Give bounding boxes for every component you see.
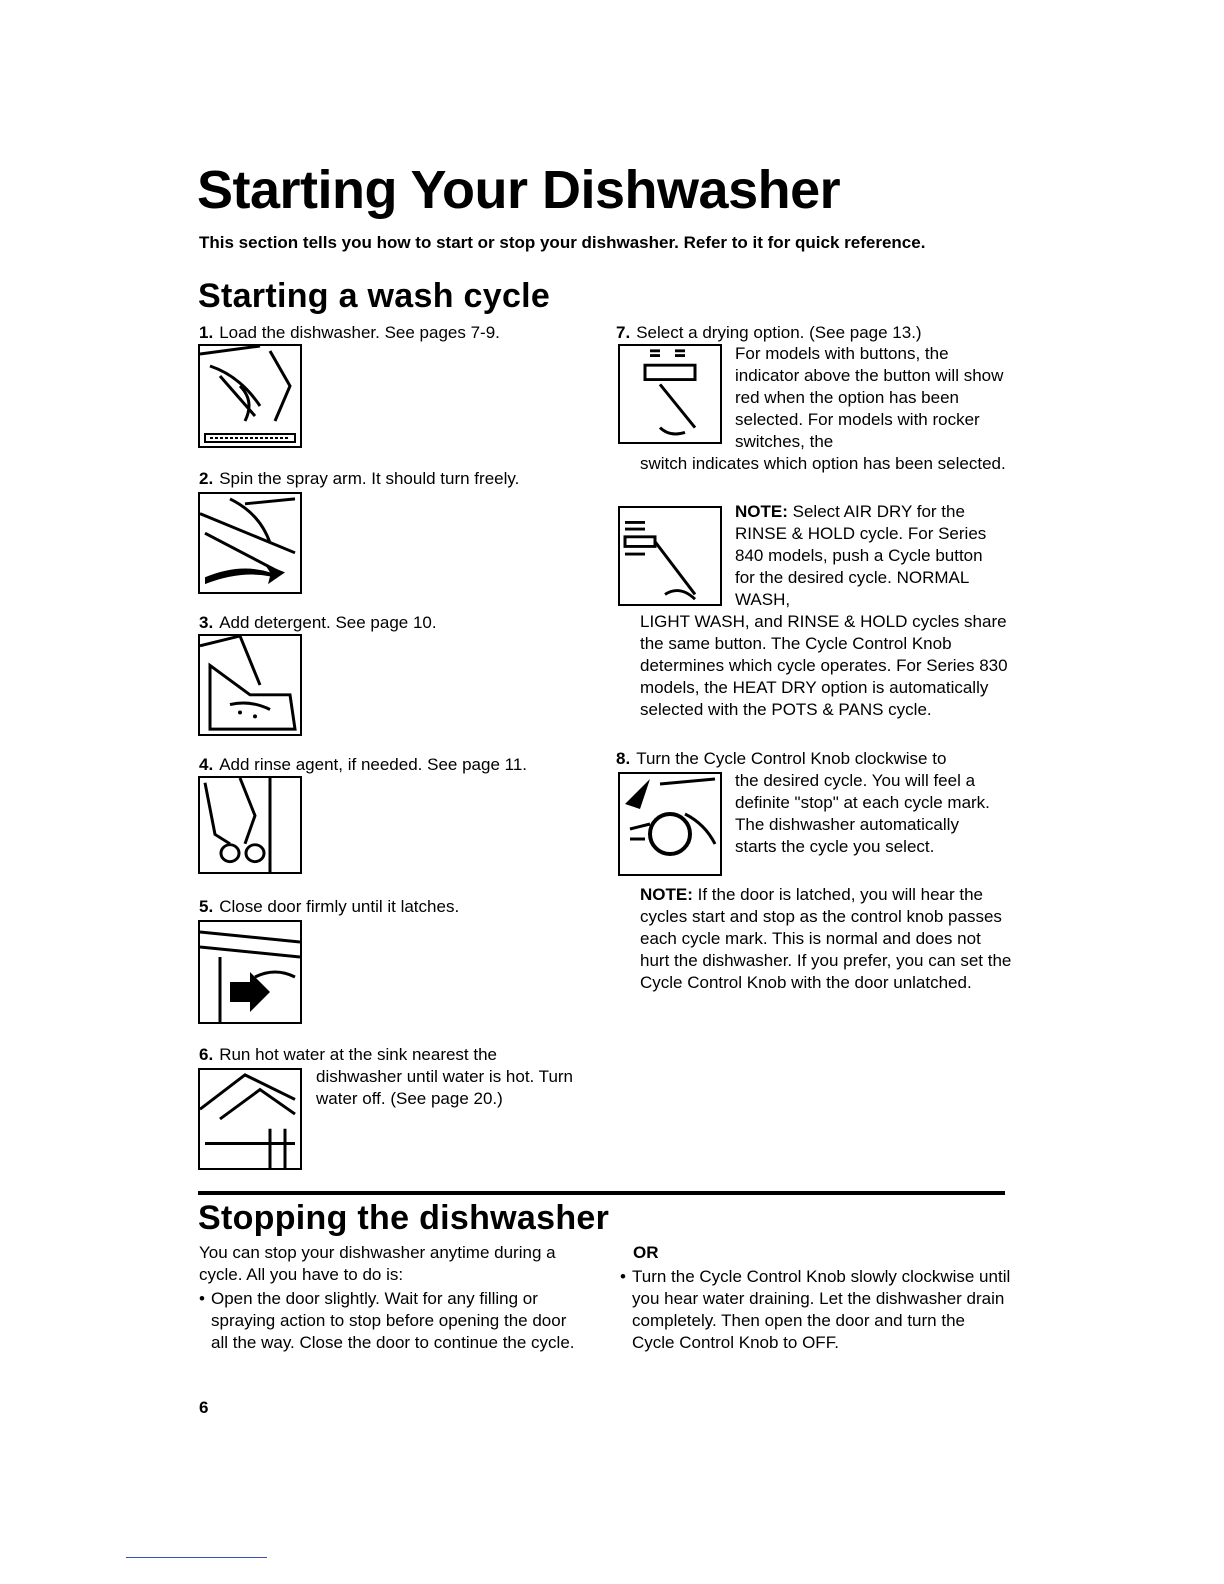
close-door-illustration: [198, 920, 302, 1024]
note-text: Select AIR DRY for the RINSE & HOLD cycle. For Series 840 models, push a Cycle button for the desired cycle. NORMAL WASH,: [735, 502, 987, 609]
step-2: [199, 468, 579, 490]
step-number: 2.: [199, 469, 214, 488]
bullet-text: Open the door slightly. Wait for any filling or spraying action to stop before opening the door all the way. Close the door to continue the cycle.: [211, 1289, 575, 1352]
cycle-knob-illustration: [618, 772, 722, 876]
step-number: 8.: [616, 749, 631, 768]
step-6-continued: dishwasher until water is hot. Turn water off. (See page 20.): [316, 1067, 574, 1108]
step-text: Spin the spray arm. It should turn freely.: [219, 469, 520, 488]
step-text: Run hot water at the sink nearest the: [219, 1045, 498, 1064]
load-dishwasher-illustration: [198, 344, 302, 448]
bullet-icon: •: [199, 1289, 205, 1308]
bullet-text: Turn the Cycle Control Knob slowly clockwise until you hear water draining. Let the dishwasher drain completely. Then open the door and turn the Cycle Control Knob to OFF.: [632, 1267, 1011, 1352]
note-1-side: [735, 501, 1005, 611]
drying-option-illustration: [618, 344, 722, 444]
air-dry-illustration: [618, 506, 722, 606]
step-number: 1.: [199, 323, 214, 342]
stopping-intro: You can stop your dishwasher anytime during a cycle. All you have to do is:: [199, 1243, 556, 1284]
step-7-side-text: For models with buttons, the indicator above the button will show red when the option has been selected. For models with rocker switches, the: [735, 344, 1004, 451]
note-text: If the door is latched, you will hear the cycles start and stop as the control knob passes each cycle mark. This is normal and does not hurt the dishwasher. If you prefer, you can set the Cycle Control Knob with the door unlatched.: [640, 885, 1012, 992]
footer-line: [126, 1557, 267, 1558]
stopping-bullet-2: [620, 1266, 1012, 1354]
step-8: [616, 748, 1016, 770]
step-number: 7.: [616, 323, 631, 342]
step-8-side-text: the desired cycle. You will feel a definite "stop" at each cycle mark. The dishwasher automatically starts the cycle you select.: [735, 771, 990, 856]
detergent-illustration: [198, 634, 302, 736]
step-7-continued: switch indicates which option has been selected.: [640, 454, 1006, 473]
page-number: 6: [199, 1398, 209, 1417]
step-number: 5.: [199, 897, 214, 916]
step-3: [199, 612, 579, 634]
hot-water-illustration: [198, 1068, 302, 1170]
or-label: OR: [633, 1243, 659, 1262]
step-6: [199, 1044, 589, 1066]
step-1: [199, 322, 579, 344]
step-number: 4.: [199, 755, 214, 774]
page-title: Starting Your Dishwasher: [197, 160, 841, 220]
step-text: Add rinse agent, if needed. See page 11.: [219, 755, 527, 774]
note-1-continued: LIGHT WASH, and RINSE & HOLD cycles share the same button. The Cycle Control Knob determines which cycle operates. For Series 830 models, the HEAT DRY option is automatically selected with the POTS & PANS cycle.: [640, 612, 1008, 719]
step-number: 6.: [199, 1045, 214, 1064]
step-4: [199, 754, 589, 776]
bullet-icon: •: [620, 1267, 626, 1286]
step-text: Load the dishwasher. See pages 7-9.: [219, 323, 500, 342]
section-divider: [198, 1191, 1005, 1195]
spray-arm-illustration: [198, 492, 302, 594]
step-text: Close door firmly until it latches.: [219, 897, 460, 916]
note-label: NOTE:: [640, 885, 693, 904]
rinse-agent-illustration: [198, 776, 302, 874]
section-heading-starting: Starting a wash cycle: [198, 277, 551, 315]
step-text: Turn the Cycle Control Knob clockwise to: [636, 749, 947, 768]
step-7: [616, 322, 1016, 344]
step-5: [199, 896, 579, 918]
intro-text: This section tells you how to start or stop your dishwasher. Refer to it for quick reference.: [199, 233, 926, 252]
step-text: Select a drying option. (See page 13.): [636, 323, 922, 342]
stopping-bullet-1: [199, 1288, 579, 1354]
step-text: Add detergent. See page 10.: [219, 613, 437, 632]
step-number: 3.: [199, 613, 214, 632]
note-2: [640, 884, 1012, 994]
section-heading-stopping: Stopping the dishwasher: [198, 1199, 610, 1237]
note-label: NOTE:: [735, 502, 788, 521]
